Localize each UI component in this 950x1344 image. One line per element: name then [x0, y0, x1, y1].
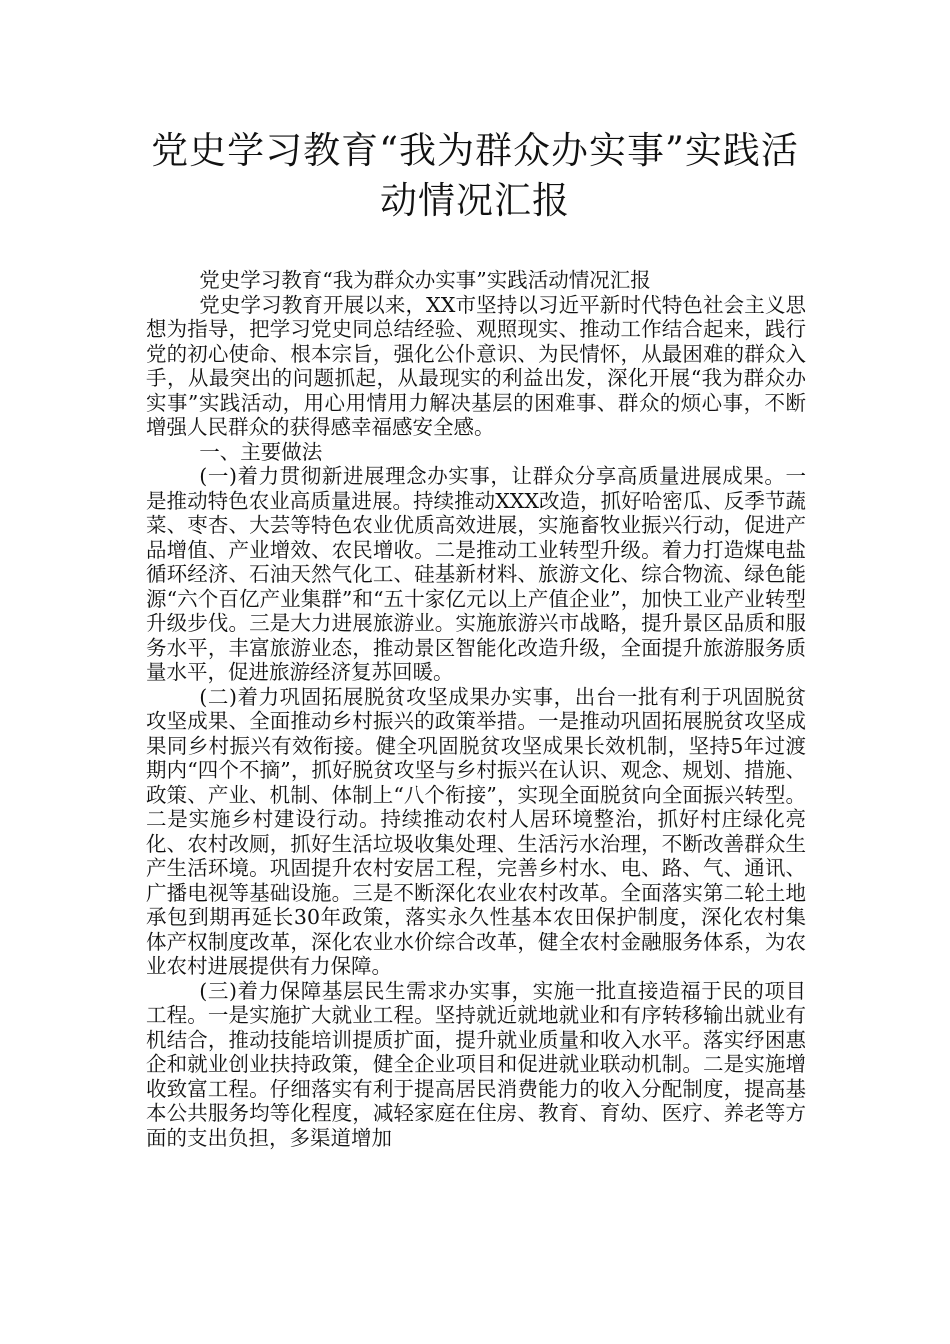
paragraph-2: (二)着力巩固拓展脱贫攻坚成果办实事，出台一批有利于巩固脱贫攻坚成果、全面推动乡村振兴的政策举措。一是推动巩固拓展脱贫攻坚成果同乡村振兴有效衔接。健全巩固脱贫攻坚成果长效机制，坚持5年过渡期内“四个不摘”，抓好脱贫攻坚与乡村振兴在认识、观念、规划、措施、政策、产业、机制、体制上“八个衔接”，实现全面脱贫向全面振兴转型。二是实施乡村建设行动。持续推动农村人居环境整治，抓好村庄绿化亮化、农村改厕，抓好生活垃圾收集处理、生活污水治理，不断改善群众生产生活环境。巩固提升农村安居工程，完善乡村水、电、路、气、通讯、广播电视等基础设施。三是不断深化农业农村改革。全面落实第二轮土地承包到期再延长30年政策，落实永久性基本农田保护制度，深化农村集体产权制度改革，深化农业水价综合改革，健全农村金融服务体系，为农业农村进展提供有力保障。 — [146, 684, 806, 978]
paragraph-1: (一)着力贯彻新进展理念办实事，让群众分享高质量进展成果。一是推动特色农业高质量进展。持续推动XXX改造，抓好哈密瓜、反季节蔬菜、枣杏、大芸等特色农业优质高效进展，实施畜牧业振兴行动，促进产品增值、产业增效、农民增收。二是推动工业转型升级。着力打造煤电盐循环经济、石油天然气化工、硅基新材料、旅游文化、综合物流、绿色能源“六个百亿产业集群”和“五十家亿元以上产值企业”，加快工业产业转型升级步伐。三是大力进展旅游业。实施旅游兴市战略，提升景区品质和服务水平，丰富旅游业态，推动景区智能化改造升级，全面提升旅游服务质量水平，促进旅游经济复苏回暖。 — [146, 464, 806, 684]
document-body — [146, 268, 806, 1150]
paragraph-3: (三)着力保障基层民生需求办实事，实施一批直接造福于民的项目工程。一是实施扩大就业工程。坚持就近就地就业和有序转移输出就业有机结合，推动技能培训提质扩面，提升就业质量和收入水平。落实纾困惠企和就业创业扶持政策，健全企业项目和促进就业联动机制。二是实施增收致富工程。仔细落实有利于提高居民消费能力的收入分配制度，提高基本公共服务均等化程度，减轻家庭在住房、教育、育幼、医疗、养老等方面的支出负担，多渠道增加 — [146, 978, 806, 1150]
document-title — [110, 126, 840, 226]
subtitle-paragraph: 党史学习教育“我为群众办实事”实践活动情况汇报 — [199, 268, 651, 292]
intro-paragraph: 党史学习教育开展以来，XX市坚持以习近平新时代特色社会主义思想为指导，把学习党史同总结经验、观照现实、推动工作结合起来，践行党的初心使命、根本宗旨，强化公仆意识、为民情怀，从最困难的群众入手，从最突出的问题抓起，从最现实的利益出发，深化开展“我为群众办实事”实践活动，用心用情用力解决基层的困难事、群众的烦心事，不断增强人民群众的获得感幸福感安全感。 — [146, 292, 806, 439]
title-line-2: 动情况汇报 — [380, 179, 570, 222]
section-heading: 一、主要做法 — [199, 439, 323, 464]
title-line-1: 党史学习教育“我为群众办实事”实践活 — [151, 129, 799, 172]
